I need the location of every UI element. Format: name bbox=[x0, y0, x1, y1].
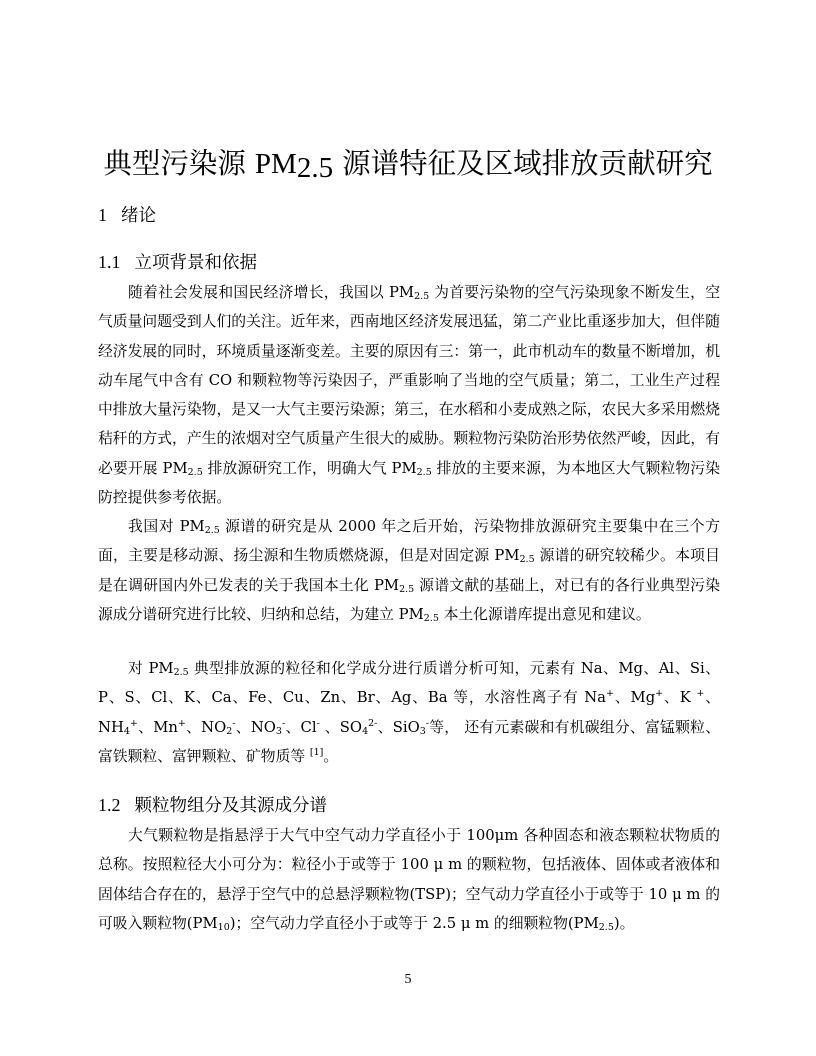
paragraph-research-status: 我国对 $PM_{2.5}$ 源谱的研究是从 2000 年之后开始，污染物排放源研究主要集中在三个方面，主要是移动源、扬尘源和生物质燃烧源，但是对固定源 $PM_{2.5}$ 源谱的研究较稀少。本项目是在调研国内外已发表的关于我国本土化 $PM_{2.5}$ 源谱文献的基础上，对已有的各行业典型污染源成分谱研究进行比较、归纳和总结，为建立 $PM_{2.5}$ 本土化源谱库提出意见和建议。 bbox=[98, 518, 720, 624]
section-heading-1: 1 绪论 bbox=[98, 205, 156, 226]
section-heading-1-2: 1.2 颗粒物组分及其源成分谱 bbox=[98, 795, 327, 816]
paragraph-particulate-definition: 大气颗粒物是指悬浮于大气中空气动力学直径小于 100μm 各种固态和液态颗粒状物质的总称。按照粒径大小可分为：粒径小于或等于 100 μ m 的颗粒物，包括液体、固体或者液体和固体结合存在的，悬浮于空气中的总悬浮颗粒物(TSP)；空气动力学直径小于或等于 10 μ m 的可吸入颗粒物$(PM_{10})$；空气动力学直径小于或等于 2.5 μ m 的细颗粒物$(PM_{2.5})$。 bbox=[98, 827, 720, 933]
paragraph-chemical-composition: 对 $PM_{2.5}$ 典型排放源的粒径和化学成分进行质谱分析可知，元素有 Na、Mg、Al、Si、P、S、Cl、K、Ca、Fe、Cu、Zn、Br、Ag、Ba 等，水溶性离子有 Na+、Mg+、K +、$NH_4^+$、Mn+、$NO_2^-$、$NO_3^-$、Cl- 、$SO_4^{2-}$、SiO$_3$-等， 还有元素碳和有机碳组分、富锰颗粒、富铁颗粒、富钾颗粒、矿物质等 [1]。 bbox=[98, 660, 720, 765]
document-title: 典型污染源 $PM_{2.5}$ 源谱特征及区域排放贡献研究 bbox=[103, 147, 713, 184]
title-pm-subscript: 2.5 bbox=[296, 152, 334, 184]
section-heading-1-1: 1.1 立项背景和依据 bbox=[98, 252, 257, 273]
title-pm: PM bbox=[254, 148, 297, 180]
page-number: 5 bbox=[404, 972, 412, 987]
citation-ref: [1] bbox=[309, 746, 324, 758]
paragraph-background: 随着社会发展和国民经济增长，我国以 $PM_{2.5}$ 为首要污染物的空气污染现象不断发生，空气质量问题受到人们的关注。近年来，西南地区经济发展迅猛，第二产业比重逐步加大，但伴随经济发展的同时，环境质量逐渐变差。主要的原因有三：第一，此市机动车的数量不断增加，机动车尾气中含有 CO 和颗粒物等污染因子，严重影响了当地的空气质量；第二，工业生产过程中排放大量污染物，是又一大气主要污染源；第三，在水稻和小麦成熟之际，农民大多采用燃烧秸秆的方式，产生的浓烟对空气质量产生很大的威胁。颗粒物污染防治形势依然严峻，因此，有必要开展 $PM_{2.5}$ 排放源研究工作，明确大气 $PM_{2.5}$ 排放的主要来源，为本地区大气颗粒物污染防控提供参考依据。 bbox=[98, 284, 721, 507]
